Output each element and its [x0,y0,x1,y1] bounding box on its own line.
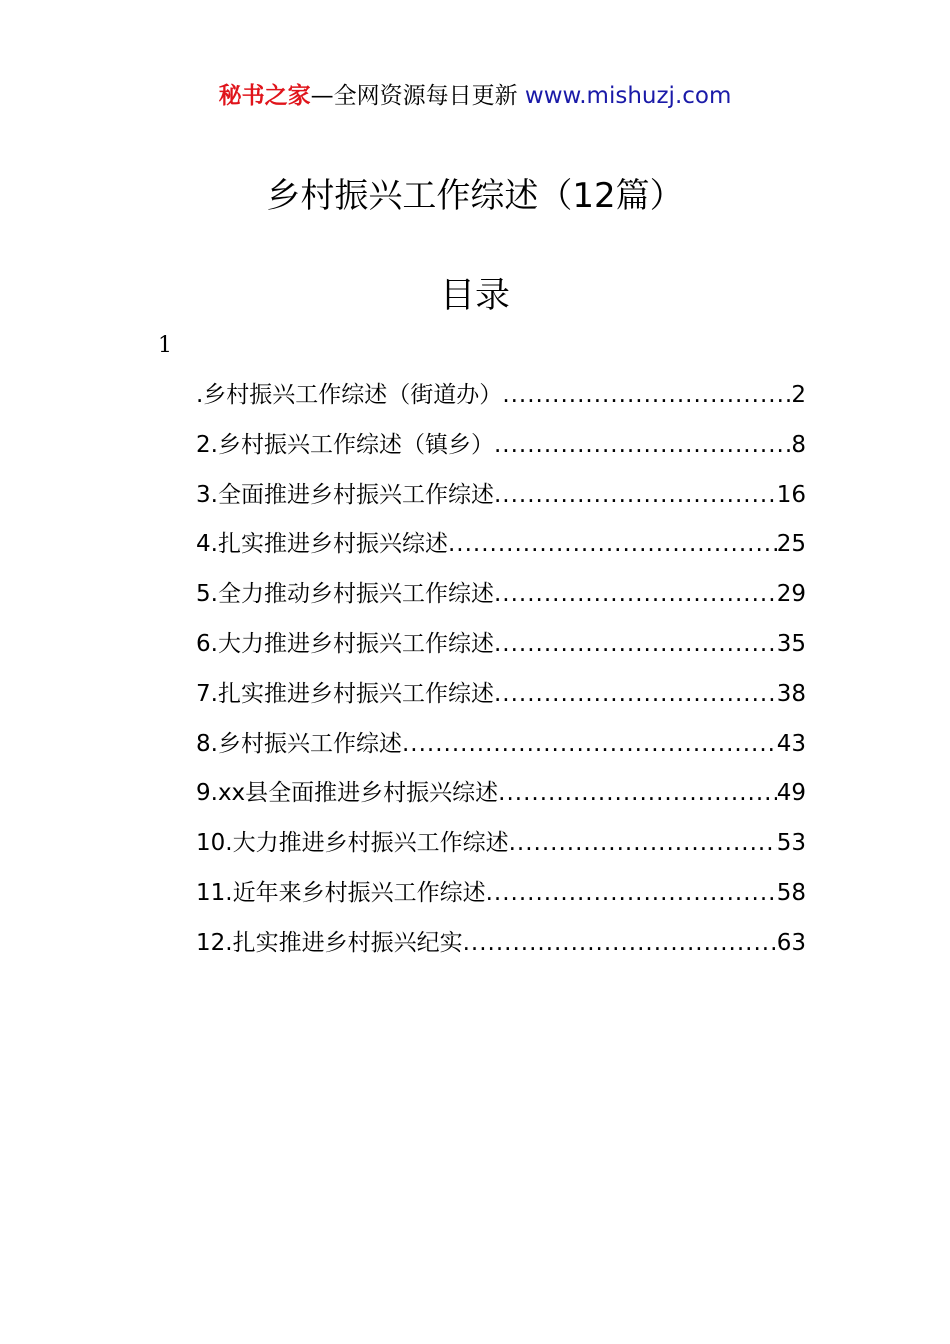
toc-dot-leader [494,421,791,471]
toc-entry-title: .乡村振兴工作综述（街道办） [196,382,503,408]
toc-entry[interactable] [196,620,806,670]
toc-dot-leader [494,471,777,521]
toc-dot-leader [498,769,777,819]
toc-dot-leader [494,570,777,620]
toc-entry-title: 11.近年来乡村振兴工作综述 [196,879,486,906]
toc-entry[interactable] [196,471,806,521]
toc-page-number: 25 [776,531,806,558]
toc-page-number: 29 [776,581,806,608]
toc-dot-leader [463,919,777,969]
toc-dot-leader [402,720,777,770]
toc-page-number: 43 [776,730,806,757]
toc-dot-leader [509,819,777,869]
toc-dot-leader [502,371,791,421]
toc-entry-title: 2.乡村振兴工作综述（镇乡） [196,431,494,458]
toc-entry[interactable] [196,819,806,869]
toc-page-number: 63 [776,929,806,956]
toc-entry[interactable] [196,869,806,919]
toc-dot-leader [494,670,777,720]
toc-page-number: 58 [776,879,806,906]
toc-page-number: 2 [791,382,806,408]
toc-page-number: 49 [776,780,806,807]
toc-entry[interactable] [196,421,806,471]
toc-heading: 目录 [439,276,510,316]
toc-dot-leader [494,620,777,670]
toc-entry-title: 10.大力推进乡村振兴工作综述 [196,830,509,857]
toc-entry[interactable] [196,919,806,969]
document-title: 乡村振兴工作综述（12篇） [266,176,684,216]
toc-entry-title: 3.全面推进乡村振兴工作综述 [196,481,494,508]
toc-dot-leader [448,520,777,570]
orphan-list-number: 1 [158,333,172,358]
toc-entry-title: 9.xx县全面推进乡村振兴综述 [196,780,499,807]
toc-dot-leader [486,869,777,919]
toc-entry-title: 5.全力推动乡村振兴工作综述 [196,581,494,608]
toc-entry[interactable] [196,520,806,570]
site-banner [0,78,950,114]
toc-page-number: 53 [776,830,806,857]
toc-entry-title: 8.乡村振兴工作综述 [196,730,402,757]
toc-entry[interactable] [196,371,806,421]
toc-page-number: 35 [776,630,806,657]
toc-entry-title: 12.扎实推进乡村振兴纪实 [196,929,463,956]
toc-page-number: 38 [776,680,806,707]
banner-url-link[interactable]: www.mishuzj.com [524,83,732,109]
toc-entry-title: 7.扎实推进乡村振兴工作综述 [196,680,494,707]
toc-page-number: 8 [791,431,806,458]
toc-entry-title: 6.大力推进乡村振兴工作综述 [196,630,494,657]
toc-entry[interactable] [196,670,806,720]
toc-page-number: 16 [776,481,806,508]
toc-entry[interactable] [196,570,806,620]
toc-entry[interactable] [196,720,806,770]
banner-brand: 秘书之家 [218,83,311,109]
table-of-contents [196,371,806,969]
toc-entry[interactable] [196,769,806,819]
banner-tagline: —全网资源每日更新 [310,83,518,109]
toc-entry-title: 4.扎实推进乡村振兴综述 [196,531,448,558]
